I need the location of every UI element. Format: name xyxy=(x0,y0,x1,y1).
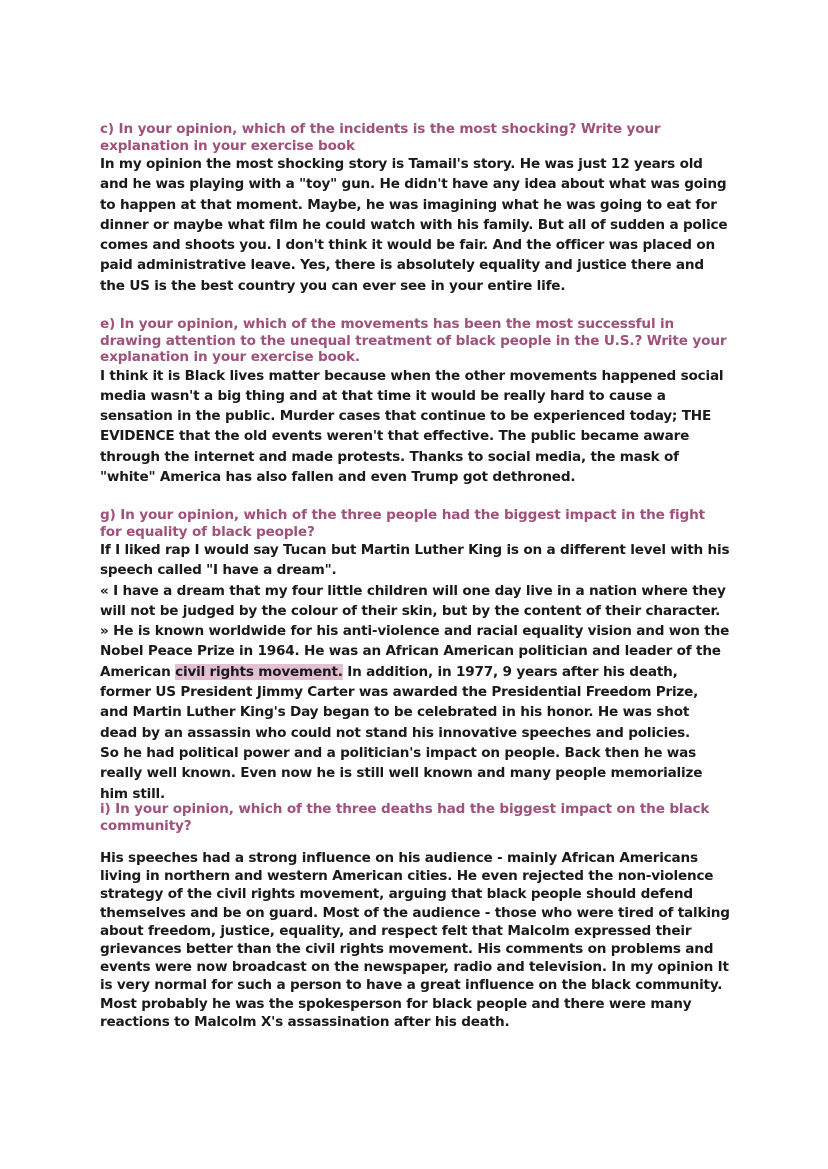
answer-g-quote: « I have a dream that my four little children will one day live in a nation where they will not be judged by the colour of their skin, but by the content of their character. » He is known worldwide for his anti-violence and racial equality vision and won the Nobel Peace Prize in 1964. He was an African American politician and leader of the American xyxy=(100,582,730,680)
section-g xyxy=(100,507,730,804)
answer-g-conclusion: So he had political power and a politician's impact on people. Back then he was really well known. Even now he is still well known and many people memorialize him still. xyxy=(100,744,703,802)
answer-g-intro: If I liked rap I would say Tucan but Martin Luther King is on a different level with his speech called "I have a dream". xyxy=(100,542,730,579)
section-e xyxy=(100,316,730,487)
question-i: i) In your opinion, which of the three deaths had the biggest impact on the black community? xyxy=(100,801,710,834)
answer-c: In my opinion the most shocking story is Tamail's story. He was just 12 years old and he was playing with a "toy" gun. He didn't have any idea about what was going to happen at that moment. Maybe, he was imagining what he was going to eat for dinner or maybe what film he could watch with his family. But all of sudden a police comes and shoots you. I don't think it would be fair. And the officer was placed on paid administrative leave. Yes, there is absolutely equality and justice there and the US is the best country you can ever see in your entire life. xyxy=(100,156,728,294)
section-i xyxy=(100,801,730,1031)
answer-g-body xyxy=(100,581,730,743)
question-g: g) In your opinion, which of the three people had the biggest impact in the fight for equality of black people? xyxy=(100,507,705,540)
answer-i: His speeches had a strong influence on his audience - mainly African Americans living in northern and western American cities. He even rejected the non-violence strategy of the civil rights movement, arguing that black people should defend themselves and be on guard. Most of the audience - those who were tired of talking about freedom, justice, equality, and respect felt that Malcolm expressed their grievances better than the civil rights movement. His comments on problems and events were now broadcast on the newspaper, radio and television. In my opinion It is very normal for such a person to have a great influence on the black community. Most probably he was the spokesperson for black people and there were many reactions to Malcolm X's assassination after his death. xyxy=(100,850,730,1030)
question-c: c) In your opinion, which of the incidents is the most shocking? Write your explanation in your exercise book xyxy=(100,121,661,154)
answer-g-continued: In addition, in 1977, 9 years after his death, former US President Jimmy Carter was awarded the Presidential Freedom Prize, and Martin Luther King's Day began to be celebrated in his honor. He was shot dead by an assassin who could not stand his innovative speeches and policies. xyxy=(100,663,699,741)
section-c xyxy=(100,121,730,296)
question-e: e) In your opinion, which of the movements has been the most successful in drawing attention to the unequal treatment of black people in the U.S.? Write your explanation in your exercise book. xyxy=(100,316,727,365)
answer-e: I think it is Black lives matter because when the other movements happened social media wasn't a big thing and at that time it would be really hard to cause a sensation in the public. Murder cases that continue to be experienced today; THE EVIDENCE that the old events weren't that effective. The public became aware through the internet and made protests. Thanks to social media, the mask of "white" America has also fallen and even Trump got dethroned. xyxy=(100,367,724,485)
highlighted-text: civil rights movement. xyxy=(175,663,343,680)
